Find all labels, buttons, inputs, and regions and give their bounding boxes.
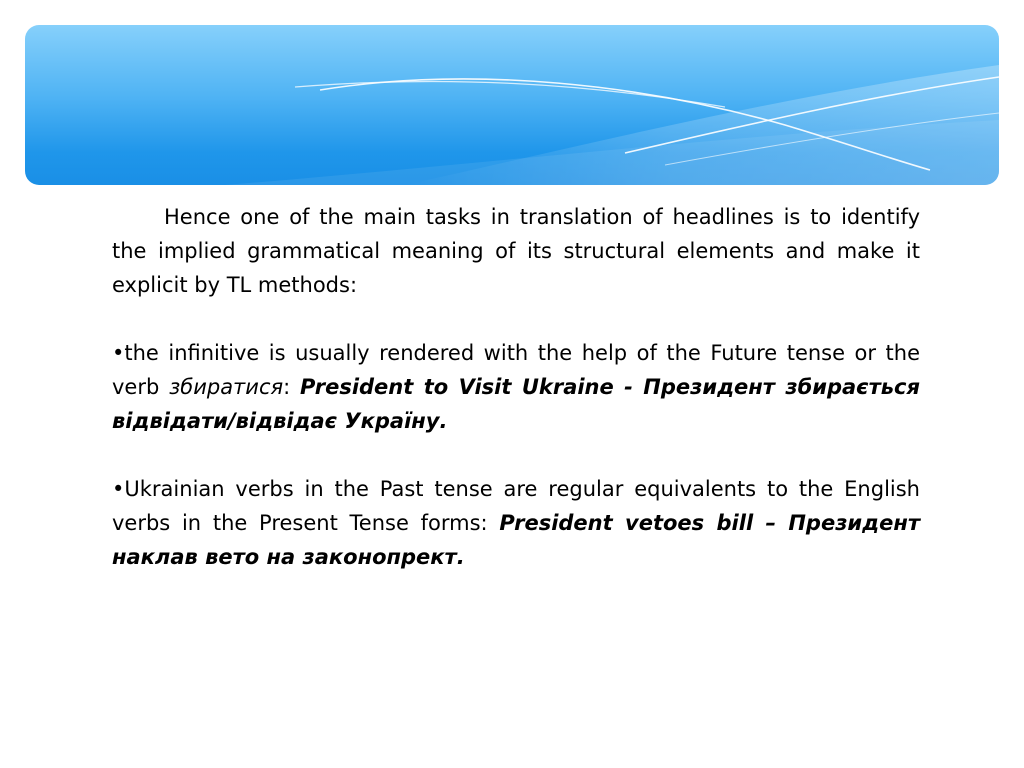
intro-text: Hence one of the main tasks in translation of headlines is to identify the implied grammatical meaning of its structural elements and make it explicit by TL methods: <box>112 205 920 297</box>
slide-body <box>112 200 920 574</box>
bullet-past-tense-lead: •Ukrainian verbs in the Past tense are regular equivalents to the English verbs in the Present Tense forms: <box>112 477 920 535</box>
bullet-past-tense <box>112 472 920 574</box>
bullet-infinitive-verb: збиратися <box>169 375 284 399</box>
wave-decoration <box>25 25 999 185</box>
header-banner <box>25 25 999 185</box>
bullet-infinitive-colon: : <box>283 375 300 399</box>
bullet-infinitive-lead: •the infinitive is usually rendered with the help of the Future tense or the verb <box>112 341 920 399</box>
bullet-past-tense-example: President vetoes bill – Президент наклав вето на законопрект. <box>112 511 921 569</box>
bullet-infinitive-example: President to Visit Ukraine - Президент збирається відвідати/відвідає Україну. <box>112 375 920 433</box>
intro-paragraph <box>112 200 920 302</box>
bullet-infinitive <box>112 336 920 438</box>
